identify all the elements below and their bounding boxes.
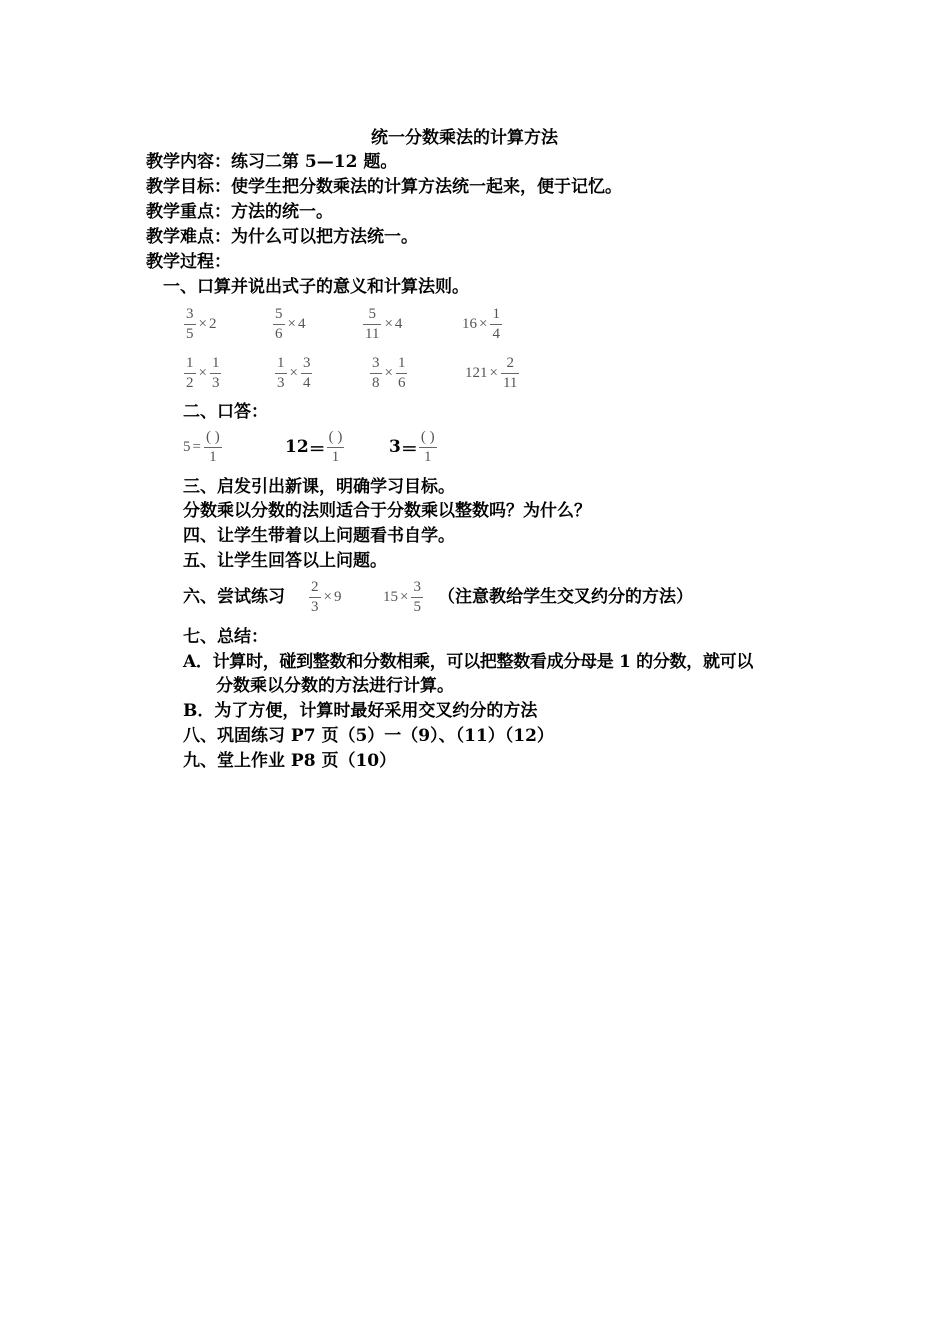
section5-text: 五、让学生回答以上问题。	[183, 551, 387, 571]
oral-answer-1: 5 = $\frac{( )}{1}$	[183, 429, 220, 465]
trial-exercise-1: $\frac{2}{3}$ × 9	[311, 579, 342, 615]
section6-note: （注意教给学生交叉约分的方法）	[438, 587, 693, 607]
expr-row2-4: 121 × $\frac{2}{11}$	[465, 355, 518, 391]
summary-a-line2: 分数乘以分数的方法进行计算。	[216, 676, 454, 696]
trial-exercise-2: 15 × $\frac{3}{5}$	[383, 579, 421, 615]
expr-row2-1: $\frac{1}{2}$ × $\frac{1}{3}$	[186, 355, 220, 391]
expr-row2-2: $\frac{1}{3}$ × $\frac{3}{4}$	[277, 355, 311, 391]
summary-b-line: B．为了方便，计算时最好采用交叉约分的方法	[183, 701, 538, 721]
section6-heading: 六、尝试练习	[183, 587, 285, 607]
section2-heading: 二、口答：	[183, 402, 268, 422]
teaching-content: 教学内容：练习二第 5—12 题。	[146, 152, 398, 172]
expr-row1-3: $\frac{5}{11}$ × 4	[365, 306, 403, 342]
page-title: 统一分数乘法的计算方法	[371, 128, 558, 148]
summary-a-line1: A．计算时，碰到整数和分数相乘，可以把整数看成分母是 1 的分数，就可以	[183, 652, 754, 672]
section7-heading: 七、总结：	[183, 627, 268, 647]
section1-heading: 一、口算并说出式子的意义和计算法则。	[163, 277, 469, 297]
section4-text: 四、让学生带着以上问题看书自学。	[183, 526, 455, 546]
oral-answer-3: 3 ＝ $\frac{( )}{1}$	[389, 429, 435, 465]
oral-answer-2: 12 ＝ $\frac{( )}{1}$	[285, 429, 343, 465]
section3-heading: 三、启发引出新课，明确学习目标。	[183, 477, 455, 497]
section9-text: 九、堂上作业 P8 页（10）	[183, 751, 397, 771]
teaching-difficulty: 教学难点：为什么可以把方法统一。	[146, 227, 418, 247]
teaching-key-point: 教学重点：方法的统一。	[146, 202, 333, 222]
teaching-process: 教学过程：	[146, 252, 231, 272]
teaching-goal: 教学目标：使学生把分数乘法的计算方法统一起来，便于记忆。	[146, 177, 622, 197]
section3-question: 分数乘以分数的法则适合于分数乘以整数吗？为什么？	[183, 501, 591, 521]
expr-row1-2: $\frac{5}{6}$ × 4	[275, 306, 306, 342]
section8-text: 八、巩固练习 P7 页（5）一（9）、（11）（12）	[183, 726, 554, 746]
expr-row1-1: $\frac{3}{5}$ × 2	[186, 306, 217, 342]
expr-row2-3: $\frac{3}{8}$ × $\frac{1}{6}$	[372, 355, 406, 391]
expr-row1-4: 16 × $\frac{1}{4}$	[462, 306, 500, 342]
